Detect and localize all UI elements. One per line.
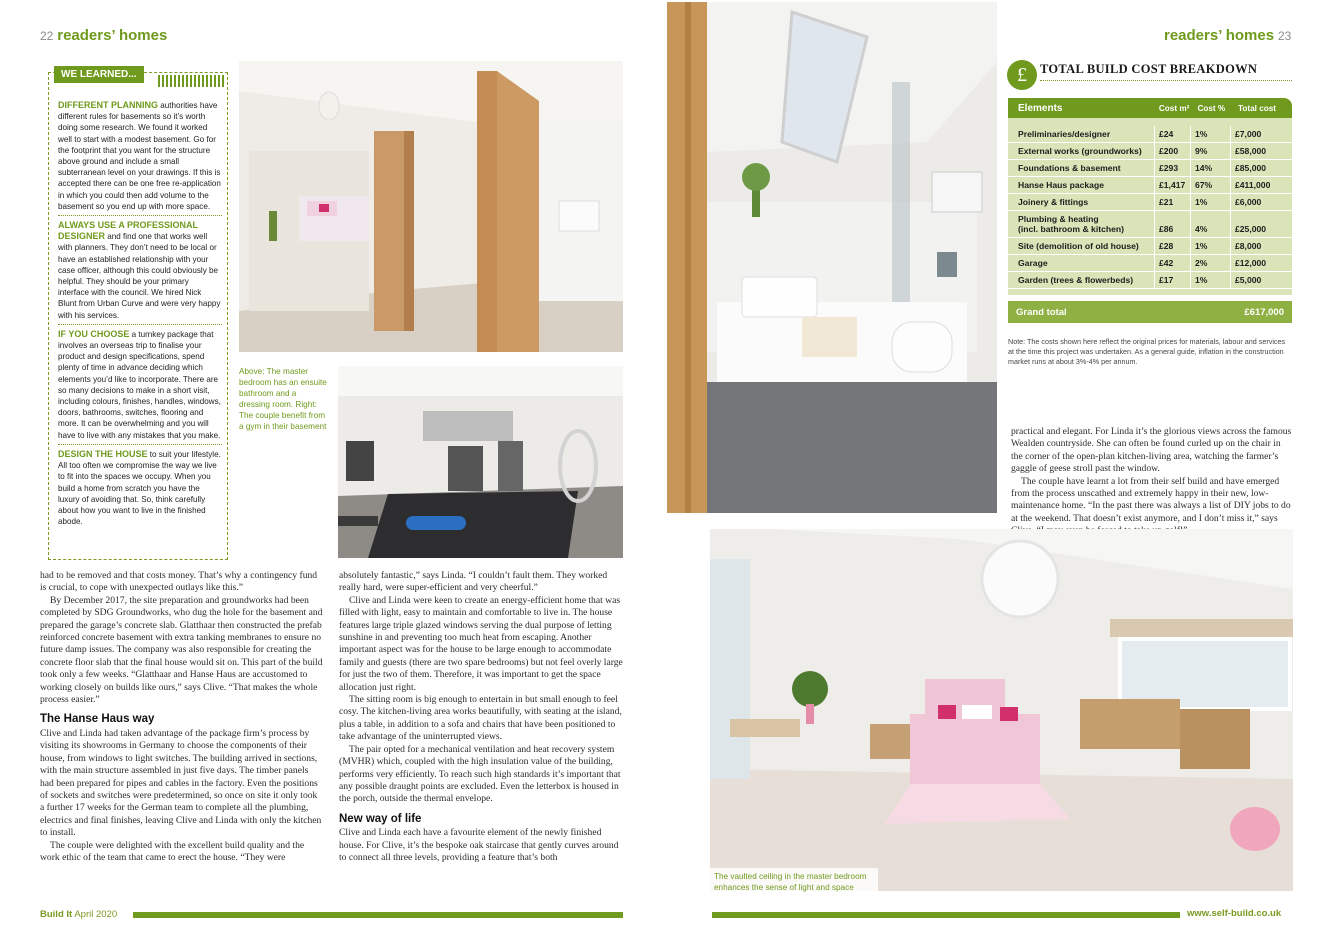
footer-rule: [133, 912, 623, 918]
table-row: [1008, 160, 1292, 177]
learned-item-head: DIFFERENT PLANNING: [58, 100, 158, 110]
cell-cost-m2: £200: [1154, 143, 1190, 160]
section-title: readers’ homes: [57, 27, 168, 44]
cell-element: Garden (trees & flowerbeds): [1008, 272, 1154, 289]
paragraph: Clive and Linda were keen to create an energy-efficient home that was filled with light, easy to maintain and comfortable to live in. The house features large triple glazed windows serving the dual purpose of letting sunshine in and preventing too much heat from escaping. Another important aspect was for the house to be large enough to accommodate family and guests (there are two spare bedrooms) but not feel overly large for just the two of them. Therefore, it was important to get the space allocation just right.: [339, 594, 623, 693]
pound-icon: £: [1007, 60, 1037, 90]
page-number: 23: [1277, 29, 1292, 43]
cell-total-cost: £12,000: [1230, 255, 1292, 272]
paragraph: Clive and Linda had taken advantage of the package firm’s process by visiting its showrooms in Germany to choose the components of their house, from windows to light switches. The building arrived in sections, with the main structure assembled in just five days. The timber panels had been prepared for pipes and cables in the factory. Even the positions of sockets and switches were predetermined, so once on site it only took a further 17 weeks for the German team to complete all the plumbing, electrics and final finishes, leaving Clive and Linda with only the kitchen to install.: [40, 727, 322, 839]
cell-cost-m2: £1,417: [1154, 177, 1190, 194]
footer-rule: [712, 912, 1180, 918]
table-row: [1008, 177, 1292, 194]
cell-total-cost: £58,000: [1230, 143, 1292, 160]
header-cost-percent: Cost %: [1197, 103, 1226, 113]
we-learned-list: [58, 100, 222, 534]
cell-total-cost: £8,000: [1230, 238, 1292, 255]
website-url: www.self-build.co.uk: [1187, 908, 1282, 919]
paragraph: The couple were delighted with the excellent build quality and the work ethic of the team that came to erect the house. “They were: [40, 839, 305, 863]
cell-cost-percent: 67%: [1190, 177, 1230, 194]
subheading: The Hanse Haus way: [40, 713, 155, 726]
cell-cost-m2: £28: [1154, 238, 1190, 255]
table-row: [1008, 194, 1292, 211]
paragraph: Clive and Linda each have a favourite element of the newly finished house. For Clive, it’s the bespoke oak staircase that gently curves around to connect all three levels, providing a feature that’s both: [339, 827, 619, 863]
paragraph: The pair opted for a mechanical ventilation and heat recovery system (MVHR) which, coupled with the high insulation value of the building, performs very efficiently. To reach such high standards it’s important that any possible draught points are excluded. Even the letterbox is housed in the porch, outside the thermal envelope.: [339, 743, 621, 805]
grand-total-row: [1008, 301, 1292, 323]
cell-cost-percent: 1%: [1190, 238, 1230, 255]
learned-item-text: and find one that works well with planners. They don’t need to be local or have an established relationship with your case officer, although this could obviously be helpful. They should be your primary interface with the council. We hired Nick Blunt from Urban Curve and were very happy with his services.: [58, 232, 221, 320]
cell-cost-m2: £21: [1154, 194, 1190, 211]
left-folio: [40, 27, 167, 44]
cell-cost-m2: £293: [1154, 160, 1190, 177]
decorative-bars: [158, 75, 224, 87]
cell-cost-percent: 1%: [1190, 194, 1230, 211]
photo-caption: Above: The master bedroom has an ensuite bathroom and a dressing room. Right: The couple benefit from a gym in their basement: [239, 367, 327, 431]
cost-table-title: TOTAL BUILD COST BREAKDOWN: [1040, 62, 1258, 76]
hallway-photo: [239, 61, 623, 352]
header-elements: Elements: [1018, 102, 1063, 114]
body-column-3: [1011, 426, 1293, 538]
table-header: [1008, 98, 1292, 118]
bedroom-caption: The vaulted ceiling in the master bedroom enhances the sense of light and space: [710, 868, 878, 896]
cell-total-cost: £5,000: [1230, 272, 1292, 289]
paragraph: The sitting room is big enough to entertain in but small enough to feel cosy. The kitchen-living area works beautifully, with seating at the island, plus a table, in addition to a sofa and chairs that have been positioned to take advantage of the uninterrupted views.: [339, 694, 622, 743]
cell-element: Garage: [1008, 255, 1154, 272]
cell-total-cost: £7,000: [1230, 126, 1292, 143]
learned-item-head: IF YOU CHOOSE: [58, 328, 130, 339]
cost-table: [1008, 98, 1292, 323]
cell-element: Foundations & basement: [1008, 160, 1154, 177]
paragraph: The couple have learnt a lot from their self build and have emerged from the process unscathed and extremely happy in their new, low-maintenance home. “In the past there was always a list of DIY jobs to do at the weekend. That doesn’t exist anymore, and I don’t miss it,” says: [1011, 475, 1291, 524]
bedroom-photo: [710, 529, 1293, 891]
cell-cost-m2: £86: [1154, 211, 1190, 238]
cell-cost-percent: 14%: [1190, 160, 1230, 177]
cell-element: External works (groundworks): [1008, 143, 1154, 160]
issue-date: April 2020: [72, 909, 118, 920]
paragraph: had to be removed and that costs money. That’s why a contingency fund is crucial, to cope with unexpected outlays like this.”: [40, 570, 318, 594]
cell-cost-percent: 1%: [1190, 272, 1230, 289]
left-footer: [40, 909, 117, 920]
table-row: [1008, 143, 1292, 160]
cell-cost-percent: 4%: [1190, 211, 1230, 238]
grand-total-value: £617,000: [1244, 306, 1284, 318]
cell-element: Joinery & fittings: [1008, 194, 1154, 211]
paragraph: practical and elegant. For Linda it’s the glorious views across the famous Wealden countryside. She can often be found curled up on the chair in the corner of the open-plan kitchen-living area, watching the farmer’s gaggle of geese stroll past the window.: [1011, 426, 1292, 475]
cell-total-cost: £25,000: [1230, 211, 1292, 238]
cell-cost-m2: £42: [1154, 255, 1190, 272]
title-dotted-rule: [1040, 80, 1292, 81]
cell-element: Site (demolition of old house): [1008, 238, 1154, 255]
body-column-2: [339, 570, 623, 864]
subheading: New way of life: [339, 812, 422, 825]
cell-cost-percent: 9%: [1190, 143, 1230, 160]
gym-photo: [338, 366, 623, 558]
cell-cost-m2: £24: [1154, 126, 1190, 143]
magazine-brand: Build It: [40, 909, 73, 920]
cell-cost-percent: 2%: [1190, 255, 1230, 272]
learned-item: [58, 329, 222, 445]
cell-total-cost: £411,000: [1230, 177, 1292, 194]
table-row: [1008, 238, 1292, 255]
cell-element: Hanse Haus package: [1008, 177, 1154, 194]
learned-item: [58, 449, 222, 530]
paragraph: By December 2017, the site preparation and groundworks had been completed by SDG Groundworks, who dug the hole for the basement and prepared the garage’s concrete slab. Glatthaar then constructed the prefab reinforced concrete basement with extra tanking membranes to ensure no future damp issues. The company was also responsible for creating the concrete floor slab that the final house would sit on. This part of the build took only a few weeks. “Glatthaar and Hanse Haus are accustomed to working closely on builds like ours,” says Clive. “That makes the whole process easier.”: [40, 594, 323, 706]
table-row: [1008, 211, 1292, 238]
cost-note: Note: The costs shown here reflect the original prices for materials, labour and services at the time this project was undertaken. As a general guide, inflation in the construction market runs at about 3%-4% per annum.: [1008, 337, 1286, 366]
table-body: [1008, 118, 1292, 295]
right-folio: [1164, 27, 1291, 44]
body-column-1: [40, 570, 323, 864]
learned-item-head: DESIGN THE HOUSE: [58, 448, 148, 459]
learned-item: [58, 220, 222, 325]
learned-item-text: to suit your lifestyle. All too often we compromise the way we live to fit into the spaces we occupy. When you build a home from scratch you have the luxury of avoiding that. So, think carefully about how you want to live in the finished abode.: [58, 449, 221, 527]
learned-item-head: ALWAYS USE A PROFESSIONAL DESIGNER: [58, 220, 198, 242]
header-cost-m2: Cost m²: [1158, 103, 1190, 113]
header-total-cost: Total cost: [1237, 103, 1277, 113]
learned-item: [58, 100, 222, 216]
cell-cost-percent: 1%: [1190, 126, 1230, 143]
learned-item-text: a turnkey package that involves an overseas trip to finalise your product and design specifications, spend plenty of time in advance deciding which elements you’d like to incorporate. There are so many decisions to make in a short visit, including colours, finishes, handles, windows, doors, bathrooms, switches, flooring and more. It can be overwhelming and you will have to live with any mistakes that you make.: [58, 329, 221, 440]
cell-total-cost: £85,000: [1230, 160, 1292, 177]
learned-item-text: authorities have different rules for basements so it’s worth doing some research. We found it worked well to start with a modest basement. Go for the footprint that you want for the structure above ground and include a small subterranean level on your drawings. If this is accepted there can be one free re-application in which you could then add volume to the basement so you end up with more space.: [58, 101, 221, 211]
cell-element: Plumbing & heating (incl. bathroom & kitchen): [1008, 211, 1154, 238]
table-row: [1008, 126, 1292, 143]
section-title: readers’ homes: [1164, 27, 1275, 44]
we-learned-tag: WE LEARNED...: [54, 66, 144, 83]
cell-element: Preliminaries/designer: [1008, 126, 1154, 143]
cell-total-cost: £6,000: [1230, 194, 1292, 211]
right-footer: [1187, 908, 1281, 919]
page-number: 22: [40, 29, 54, 43]
table-row: [1008, 255, 1292, 272]
table-row: [1008, 272, 1292, 289]
grand-total-label: Grand total: [1016, 306, 1067, 318]
paragraph: absolutely fantastic,” says Linda. “I couldn’t fault them. They worked really hard, were super-efficient and very cheerful.”: [339, 570, 608, 594]
cell-cost-m2: £17: [1154, 272, 1190, 289]
bathroom-photo: [667, 2, 997, 513]
